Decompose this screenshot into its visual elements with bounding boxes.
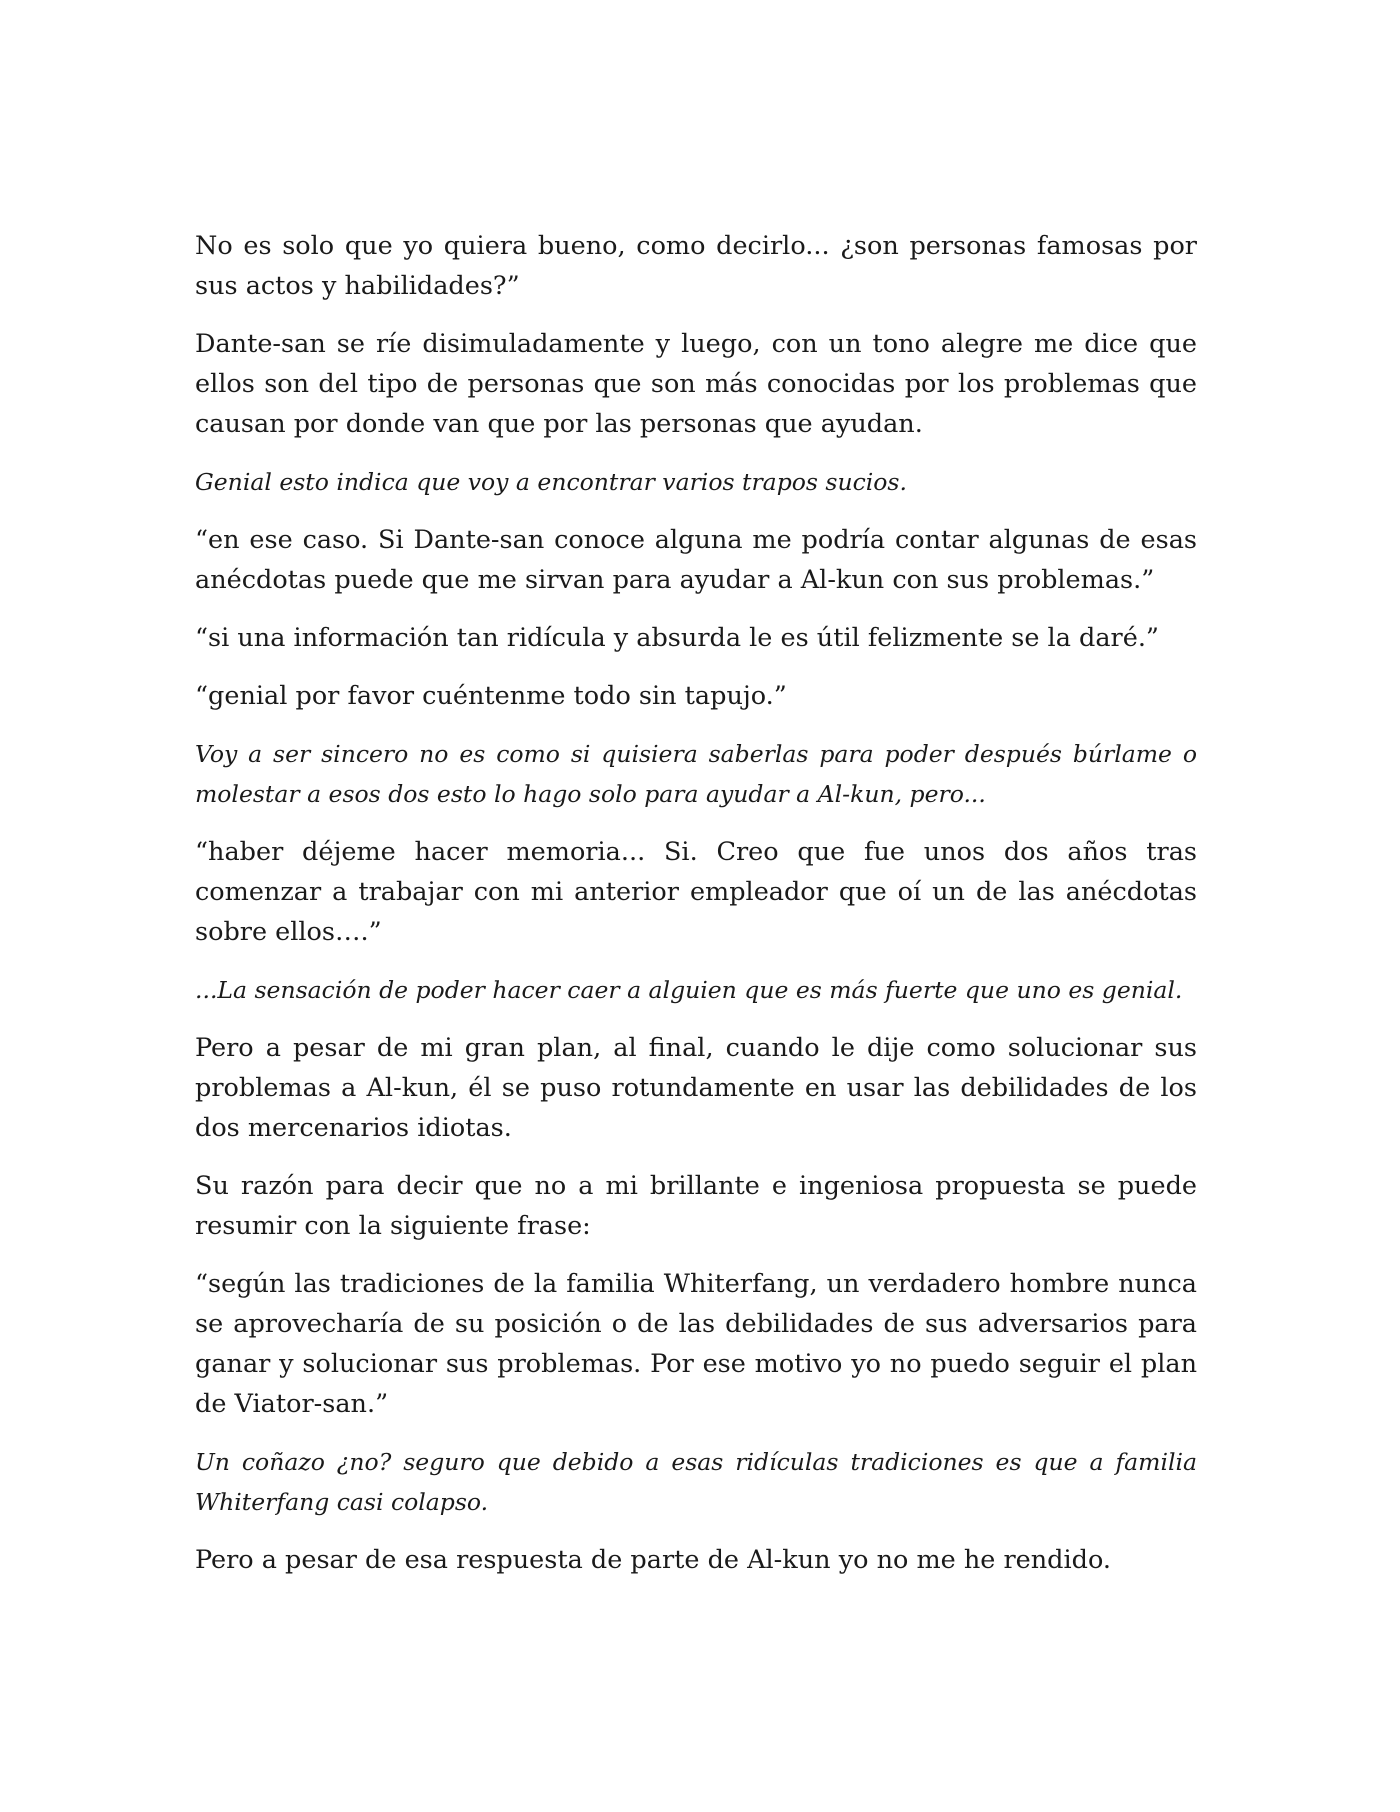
page-body-text bbox=[195, 226, 1197, 1598]
paragraph-3-thought: Genial esto indica que voy a encontrar varios trapos sucios. bbox=[195, 468, 907, 496]
paragraph-9-thought: ...La sensación de poder hacer caer a alguien que es más fuerte que uno es genial. bbox=[195, 976, 1183, 1004]
paragraph-10: Pero a pesar de mi gran plan, al final, cuando le dije como solucionar sus problemas a Al-kun, él se puso rotundamente en usar las debilidades de los dos mercenarios idiotas. bbox=[195, 1033, 1197, 1143]
paragraph-12: “según las tradiciones de la familia Whiterfang, un verdadero hombre nunca se aprovecharía de su posición o de las debilidades de sus adversarios para ganar y solucionar sus problemas. Por ese motivo yo no puedo seguir el plan de Viator-san.” bbox=[195, 1269, 1197, 1419]
paragraph-14: Pero a pesar de esa respuesta de parte de Al-kun yo no me he rendido. bbox=[195, 1545, 1111, 1575]
paragraph-6: “genial por favor cuéntenme todo sin tapujo.” bbox=[195, 681, 787, 711]
paragraph-2: Dante-san se ríe disimuladamente y luego, con un tono alegre me dice que ellos son del tipo de personas que son más conocidas por los problemas que causan por donde van que por las personas que ayudan. bbox=[195, 329, 1197, 439]
paragraph-13-thought: Un coñazo ¿no? seguro que debido a esas ridículas tradiciones es que a familia Whiterfang casi colapso. bbox=[195, 1448, 1197, 1516]
paragraph-8: “haber déjeme hacer memoria... Si. Creo que fue unos dos años tras comenzar a trabajar con mi anterior empleador que oí un de las anécdotas sobre ellos….” bbox=[195, 837, 1197, 947]
paragraph-1: No es solo que yo quiera bueno, como decirlo... ¿son personas famosas por sus actos y habilidades?” bbox=[195, 231, 1197, 301]
paragraph-11: Su razón para decir que no a mi brillante e ingeniosa propuesta se puede resumir con la siguiente frase: bbox=[195, 1171, 1197, 1241]
paragraph-7-thought: Voy a ser sincero no es como si quisiera saberlas para poder después búrlame o molestar a esos dos esto lo hago solo para ayudar a Al-kun, pero... bbox=[195, 740, 1197, 808]
paragraph-5: “si una información tan ridícula y absurda le es útil felizmente se la daré.” bbox=[195, 623, 1159, 653]
paragraph-4: “en ese caso. Si Dante-san conoce alguna me podría contar algunas de esas anécdotas puede que me sirvan para ayudar a Al-kun con sus problemas.” bbox=[195, 525, 1197, 595]
